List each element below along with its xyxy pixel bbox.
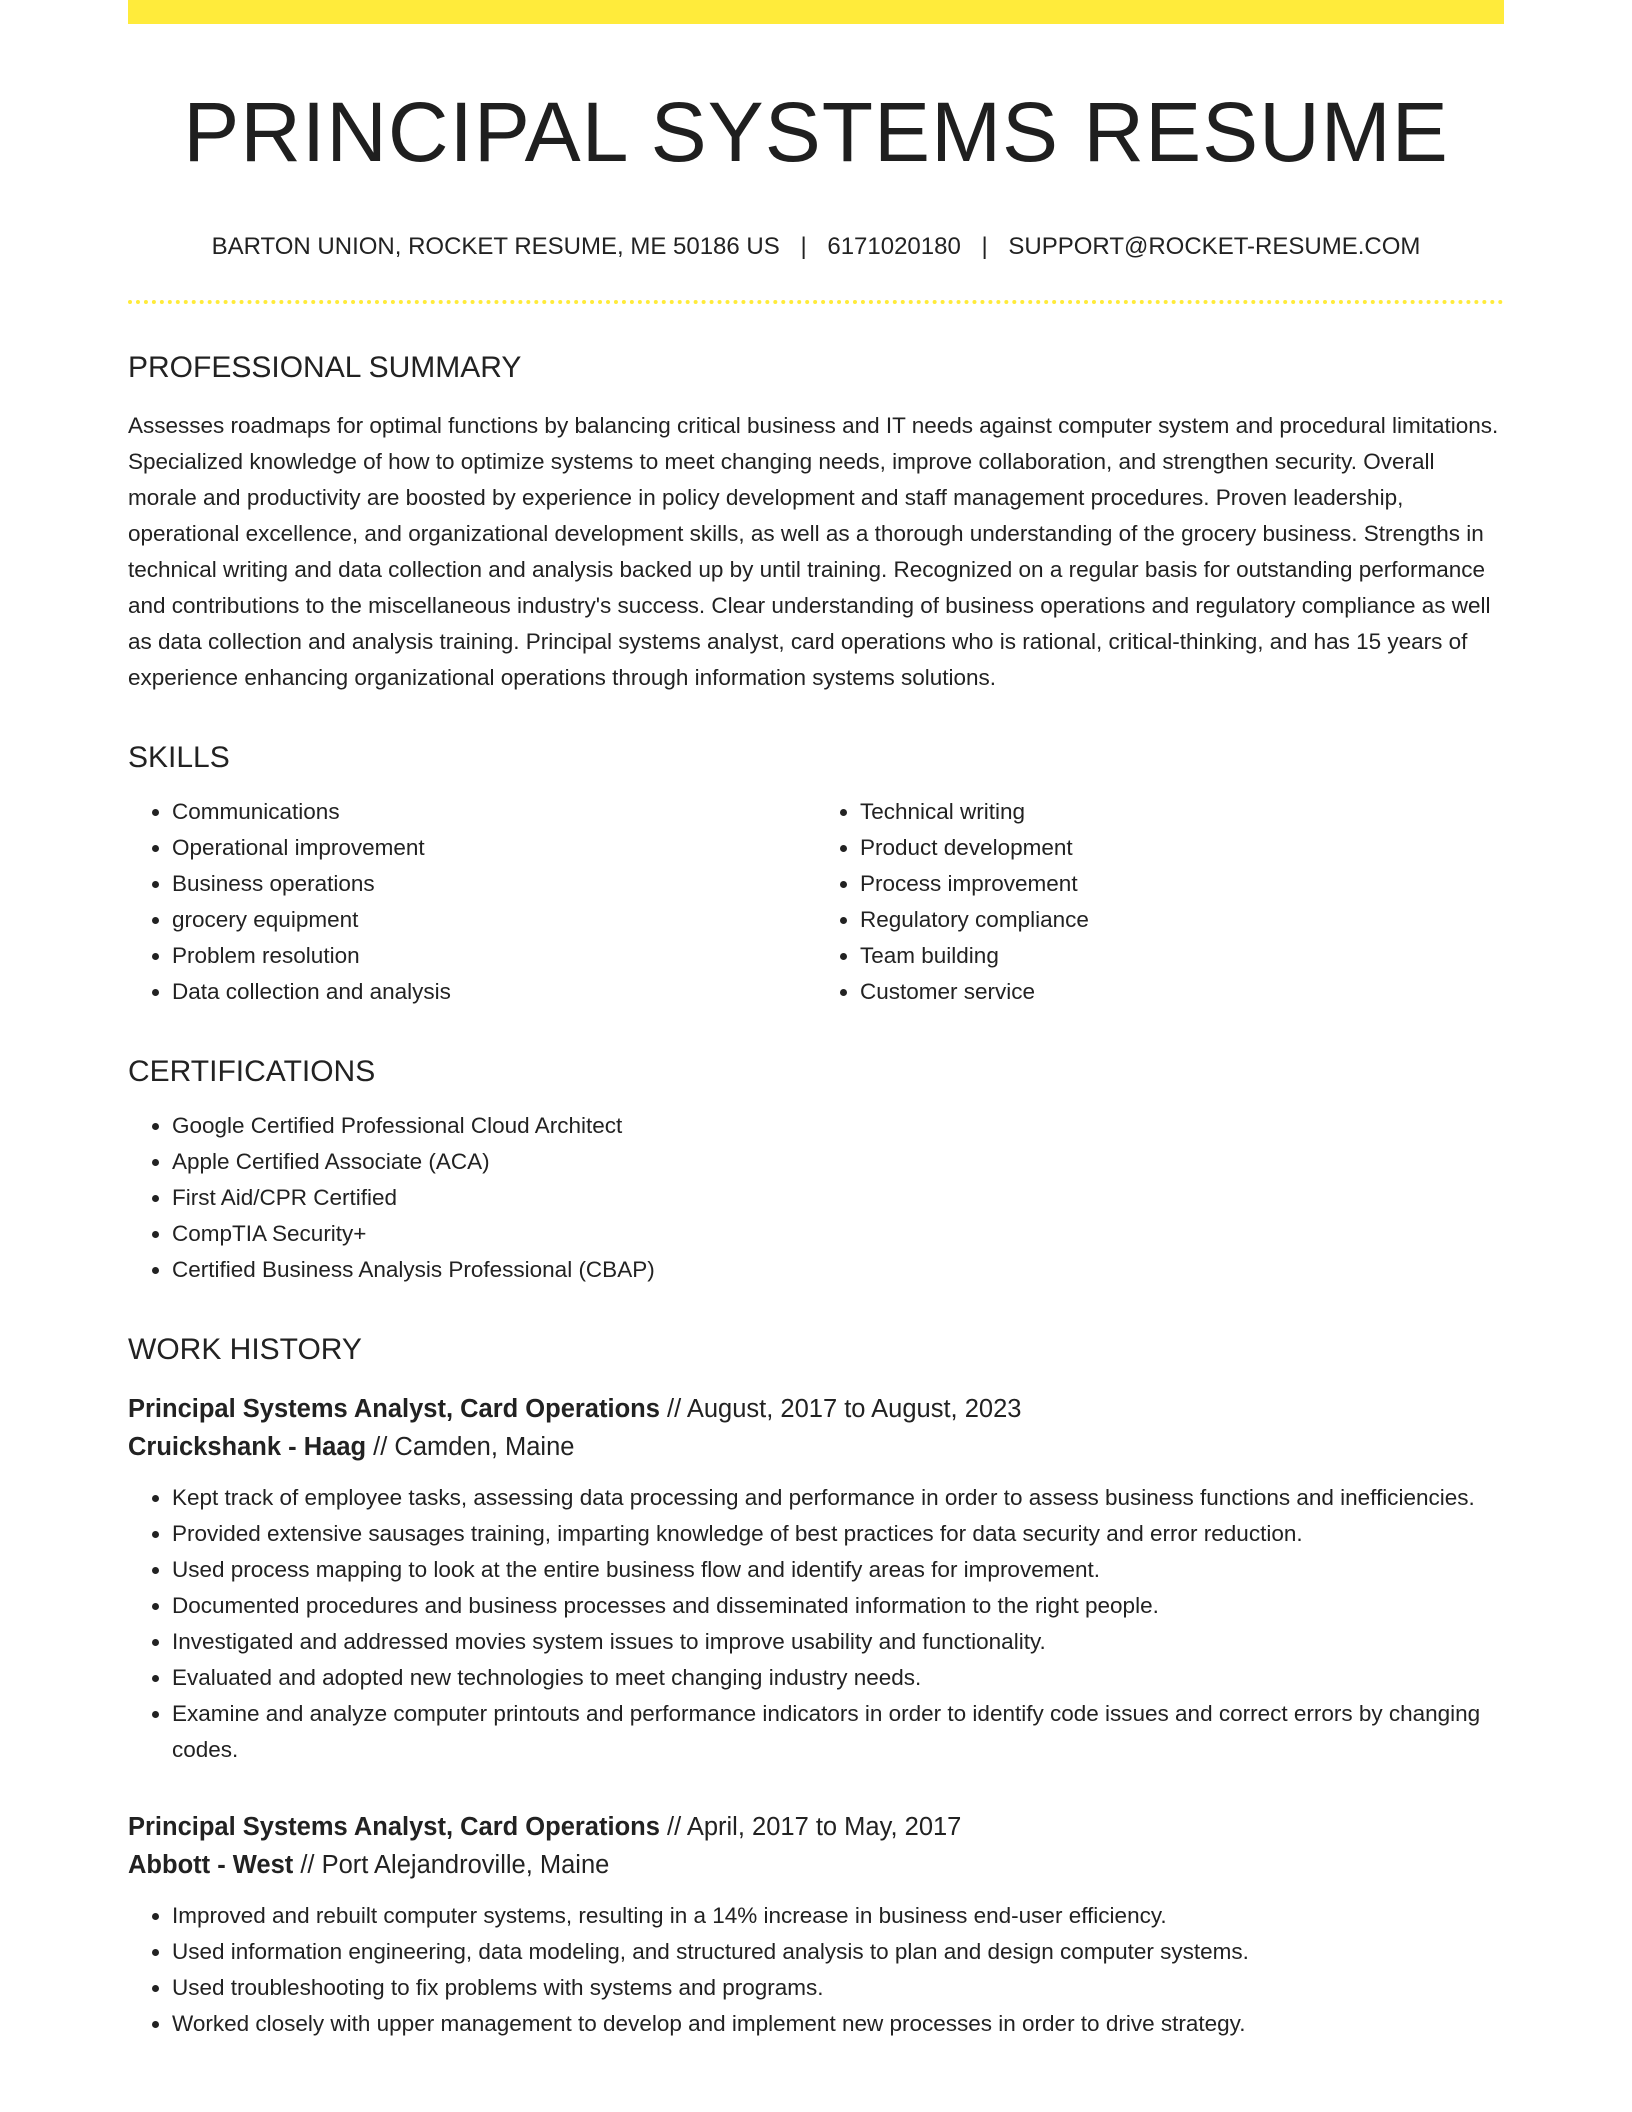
list-item: • Used process mapping to look at the entire business flow and identify areas for improvement. (172, 1552, 1504, 1588)
accent-bar (128, 0, 1504, 24)
job-bullets (128, 1480, 1504, 1768)
job-title-line (128, 1390, 1504, 1428)
job-bullets (128, 1898, 1504, 2042)
section-heading: SKILLS (128, 740, 230, 774)
job-title: Principal Systems Analyst, Card Operations (128, 1812, 660, 1841)
list-item: • Process improvement (860, 866, 1504, 902)
job-title-line (128, 1808, 1504, 1846)
list-item: • Data collection and analysis (172, 974, 816, 1010)
email: SUPPORT@ROCKET-RESUME.COM (1008, 232, 1421, 260)
list-item: • Customer service (860, 974, 1504, 1010)
dotted-divider (128, 300, 1504, 304)
job-location: // Port Alejandroville, Maine (293, 1850, 610, 1879)
list-item: • Provided extensive sausages training, imparting knowledge of best practices for data security and error reduction. (172, 1516, 1504, 1552)
job-dates: // August, 2017 to August, 2023 (659, 1394, 1022, 1423)
list-item: • Documented procedures and business processes and disseminated information to the right people. (172, 1588, 1504, 1624)
skills-section (128, 740, 1504, 1010)
list-item: • Communications (172, 794, 816, 830)
resume-title: PRINCIPAL SYSTEMS RESUME (183, 85, 1449, 179)
list-item: • grocery equipment (172, 902, 816, 938)
job-entry (128, 1390, 1504, 1768)
list-item: • Team building (860, 938, 1504, 974)
company-name: Cruickshank - Haag (128, 1432, 367, 1461)
skills-right-list (816, 794, 1504, 1010)
section-heading: WORK HISTORY (128, 1332, 362, 1366)
list-item: • Kept track of employee tasks, assessing data processing and performance in order to assess business functions and inefficiencies. (172, 1480, 1504, 1516)
company-name: Abbott - West (128, 1850, 294, 1879)
contact-line (128, 231, 1504, 262)
list-item: • Apple Certified Associate (ACA) (172, 1144, 1504, 1180)
company-line (128, 1428, 1504, 1466)
list-item: • Examine and analyze computer printouts and performance indicators in order to identify code issues and correct errors by changing codes. (172, 1696, 1504, 1768)
skills-columns (128, 794, 1504, 1010)
list-item: • Used information engineering, data modeling, and structured analysis to plan and design computer systems. (172, 1934, 1504, 1970)
phone: 6171020180 (827, 232, 961, 260)
list-item: • Technical writing (860, 794, 1504, 830)
certifications-list (128, 1108, 1504, 1288)
list-item: • Regulatory compliance (860, 902, 1504, 938)
job-location: // Camden, Maine (366, 1432, 575, 1461)
skills-left-list (128, 794, 816, 1010)
list-item: • Worked closely with upper management to develop and implement new processes in order to drive strategy. (172, 2006, 1504, 2042)
resume-page (128, 0, 1504, 2112)
list-item: • Business operations (172, 866, 816, 902)
list-item: • Product development (860, 830, 1504, 866)
list-item: • Operational improvement (172, 830, 816, 866)
company-line (128, 1846, 1504, 1884)
summary-text: Assesses roadmaps for optimal functions by balancing critical business and IT needs against computer system and procedural limitations. Specialized knowledge of how to optimize systems to meet changing needs, improve collaboration, and strengthen security. Overall morale and productivity are boosted by experience in policy development and staff management procedures. Proven leadership, operational excellence, and organizational development skills, as well as a thorough understanding of the grocery business. Strengths in technical writing and data collection and analysis backed up by until training. Recognized on a regular basis for outstanding performance and contributions to the miscellaneous industry's success. Clear understanding of business operations and regulatory compliance as well as data collection and analysis training. Principal systems analyst, card operations who is rational, critical-thinking, and has 15 years of experience enhancing organizational operations through information systems solutions. (128, 412, 1499, 690)
address: BARTON UNION, ROCKET RESUME, ME 50186 US (211, 232, 780, 260)
list-item: • Certified Business Analysis Professional (CBAP) (172, 1252, 1504, 1288)
list-item: • Evaluated and adopted new technologies to meet changing industry needs. (172, 1660, 1504, 1696)
list-item: • CompTIA Security+ (172, 1216, 1504, 1252)
list-item: • Improved and rebuilt computer systems, resulting in a 14% increase in business end-user efficiency. (172, 1898, 1504, 1934)
list-item: • Investigated and addressed movies system issues to improve usability and functionality. (172, 1624, 1504, 1660)
job-entry (128, 1808, 1504, 2042)
work-history-section (128, 1332, 1504, 2042)
separator: | (800, 232, 807, 260)
list-item: • Problem resolution (172, 938, 816, 974)
list-item: • Used troubleshooting to fix problems with systems and programs. (172, 1970, 1504, 2006)
list-item: • First Aid/CPR Certified (172, 1180, 1504, 1216)
job-title: Principal Systems Analyst, Card Operations (128, 1394, 660, 1423)
certifications-section (128, 1054, 1504, 1288)
summary-section (128, 350, 1504, 696)
section-heading: CERTIFICATIONS (128, 1054, 376, 1088)
list-item: • Google Certified Professional Cloud Architect (172, 1108, 1504, 1144)
job-dates: // April, 2017 to May, 2017 (659, 1812, 962, 1841)
section-heading: PROFESSIONAL SUMMARY (128, 350, 522, 384)
separator: | (981, 232, 988, 260)
